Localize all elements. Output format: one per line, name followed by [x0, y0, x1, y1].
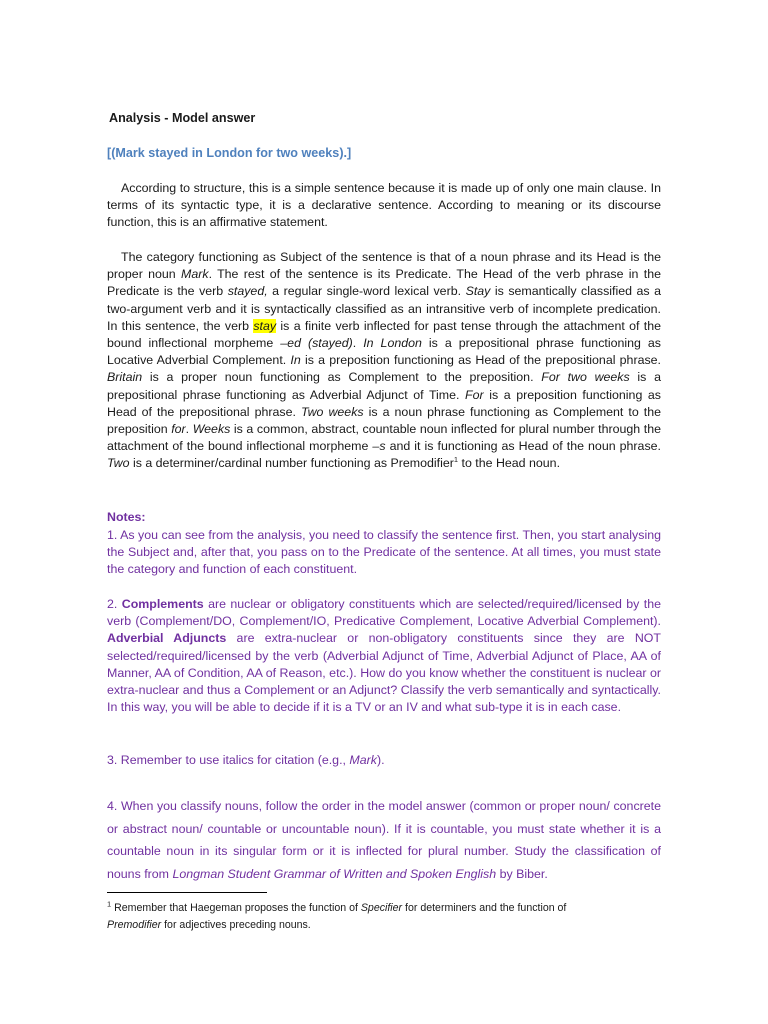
note-1: 1. As you can see from the analysis, you need to classify the sentence first. Then, you start analysing the Subject and, after that, you pass on to the Predicate of the sentence. At all times, you must state the category and function of each constituent. — [107, 528, 661, 577]
note-2: 2. Complements are nuclear or obligatory constituents which are selected/required/licensed by the verb (Complement/DO, Complement/IO, Predicative Complement, Locative Adverbial Complement). Adverbial Adjuncts are extra-nuclear or non-obligatory constituents since they are NOT selected/required/licensed by the verb (Adverbial Adjunct of Time, Adverbial Adjunct of Place, AA of Manner, AA of Condition, AA of Reason, etc.). How do you know whether the constituent is nuclear or extra-nuclear and thus a Complement or an Adjunct? Classify the verb semantically and syntactically. In this way, you will be able to decide if it is a TV or an IV and what sub-type it is in each case. — [107, 597, 661, 715]
paragraph-structure: According to structure, this is a simple sentence because it is made up of only one main clause. In terms of its syntactic type, it is a declarative sentence. According to meaning or its discourse function, this is an affirmative statement. — [107, 181, 661, 230]
footnote-ref: 1 — [453, 455, 459, 465]
note-3: 3. Remember to use italics for citation (e.g., Mark). — [107, 753, 385, 767]
notes-heading: Notes: — [107, 510, 146, 524]
note-4: 4. When you classify nouns, follow the order in the model answer (common or proper noun/ concrete or abstract noun/ countable or uncountable noun). If it is countable, you must state whether it is a countable noun in its singular form or it is inflected for plural number. Study the classification of nouns from Longman Student Grammar of Written and Spoken English by Biber. — [107, 799, 661, 881]
document-title: Analysis - Model answer — [109, 111, 256, 125]
paragraph-constituents: The category functioning as Subject of the sentence is that of a noun phrase and its Head is the proper noun Mark. The rest of the sentence is its Predicate. The Head of the verb phrase in the Predicate is the verb stayed, a regular single-word lexical verb. Stay is semantically classified as a two-argument verb and it is syntactically classified as an intransitive verb of incomplete predication. In this sentence, the verb stay is a finite verb inflected for past tense through the attachment of the bound inflectional morpheme –ed (stayed). In London is a prepositional phrase functioning as Locative Adverbial Complement. In is a preposition functioning as Head of the prepositional phrase. Britain is a proper noun functioning as Complement to the preposition. For two weeks is a prepositional phrase functioning as Adverbial Adjunct of Time. For is a preposition functioning as Head of the prepositional phrase. Two weeks is a noun phrase functioning as Complement to the preposition for. Weeks is a common, abstract, countable noun inflected for plural number through the attachment of the bound inflectional morpheme –s and it is functioning as Head of the noun phrase. Two is a determiner/cardinal number functioning as Premodifier$^1$ to the Head noun. — [107, 250, 662, 471]
footnote-divider — [107, 892, 267, 893]
footnote: $^1$ Remember that Haegeman proposes the function of Specifier for determiners and the function of Premodifier for adjectives preceding nouns. — [107, 899, 567, 931]
highlighted-word: stay — [253, 318, 277, 333]
analysed-sentence: [(Mark stayed in London for two weeks).] — [107, 146, 352, 160]
